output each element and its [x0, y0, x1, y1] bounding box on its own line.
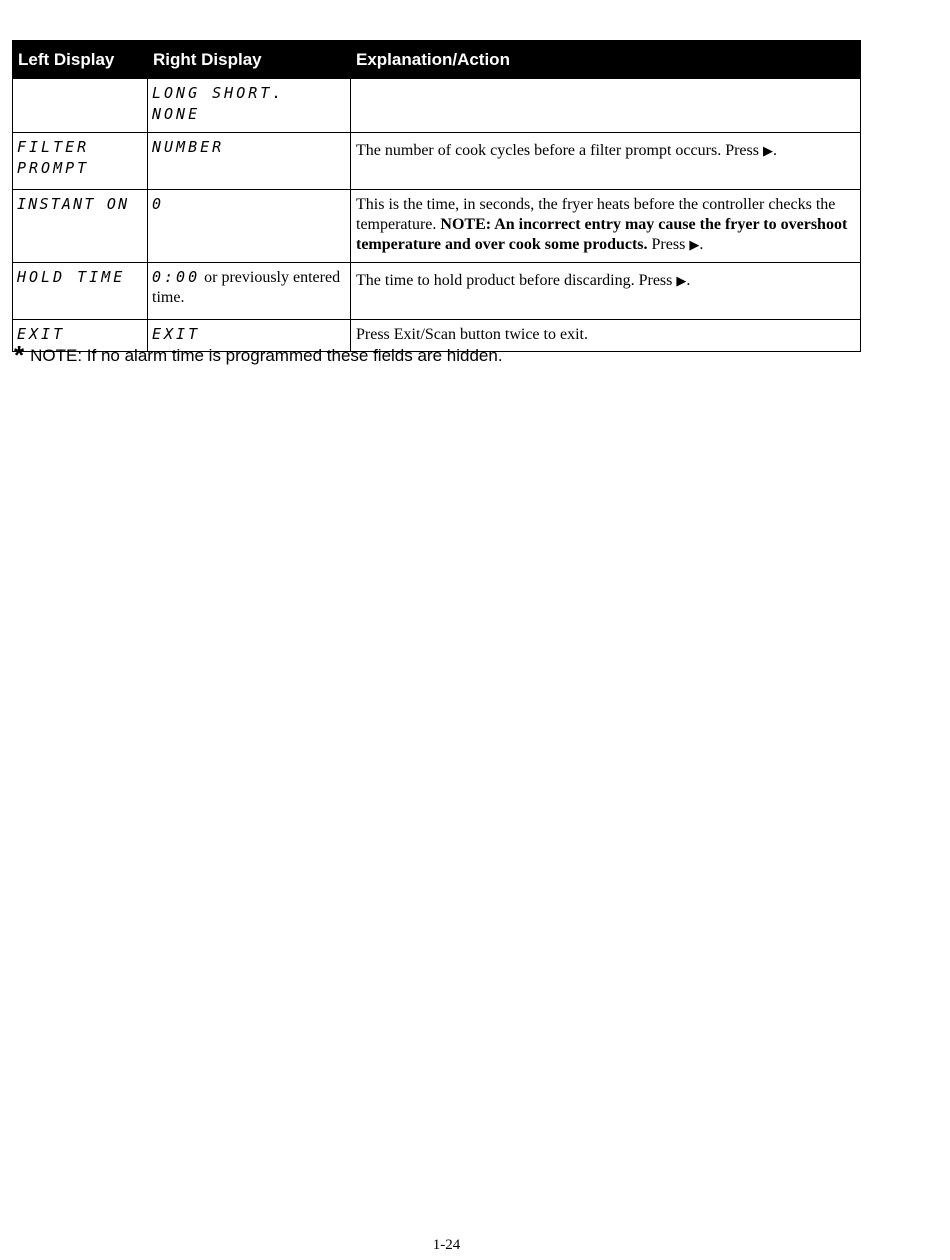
lcd-text: INSTANT ON: [17, 195, 130, 213]
lcd-text: HOLD TIME: [17, 268, 126, 286]
lcd-text: FILTER: [17, 138, 90, 156]
left-display-cell: [13, 190, 148, 263]
lcd-text: 0: [152, 195, 165, 213]
footnote-text: NOTE: If no alarm time is programmed these fields are hidden.: [30, 346, 503, 365]
asterisk: *: [14, 340, 25, 370]
lcd-text: NONE: [152, 105, 201, 123]
lcd-text: LONG SHORT.: [152, 84, 285, 102]
page-number: 1-24: [432, 1237, 461, 1253]
lcd-text: PROMPT: [17, 159, 90, 177]
lcd-text: 0:00: [152, 268, 201, 286]
table-row: [13, 263, 861, 320]
left-display-cell: [13, 133, 148, 190]
left-display-cell: [13, 79, 148, 133]
right-triangle-icon: ▶: [676, 274, 687, 289]
right-triangle-icon: ▶: [689, 238, 700, 253]
warning-note: NOTE: An incorrect entry may cause the fryer to overshoot temperature and over cook some products.: [356, 216, 848, 253]
explanation-cell: The number of cook cycles before a filter prompt occurs. Press ▶.: [351, 133, 861, 190]
header-right-display: Right Display: [148, 41, 351, 79]
explanation-cell: This is the time, in seconds, the fryer heats before the controller checks the temperature. NOTE: An incorrect entry may cause the fryer to overshoot temperature and over cook some products. Press ▶.: [351, 190, 861, 263]
right-display-cell: 0:00 or previously entered time.: [148, 263, 351, 320]
lcd-text: EXIT: [152, 325, 201, 343]
header-left-display: Left Display: [13, 41, 148, 79]
right-display-cell: [148, 79, 351, 133]
table-row: [13, 190, 861, 263]
table-header-row: [13, 41, 861, 79]
right-display-cell: [148, 190, 351, 263]
right-triangle-icon: ▶: [762, 144, 773, 159]
left-display-cell: [13, 263, 148, 320]
display-table: [12, 40, 861, 352]
table-row: [13, 133, 861, 190]
explanation-cell: [351, 79, 861, 133]
footnote: [14, 340, 503, 371]
explanation-cell: The time to hold product before discarding. Press ▶.: [351, 263, 861, 320]
right-display-cell: [148, 133, 351, 190]
table-row: [13, 79, 861, 133]
lcd-text: NUMBER: [152, 138, 225, 156]
header-explanation: Explanation/Action: [351, 41, 861, 79]
lcd-text: EXIT: [17, 325, 66, 343]
explanation-cell: Press Exit/Scan button twice to exit.: [351, 320, 861, 352]
